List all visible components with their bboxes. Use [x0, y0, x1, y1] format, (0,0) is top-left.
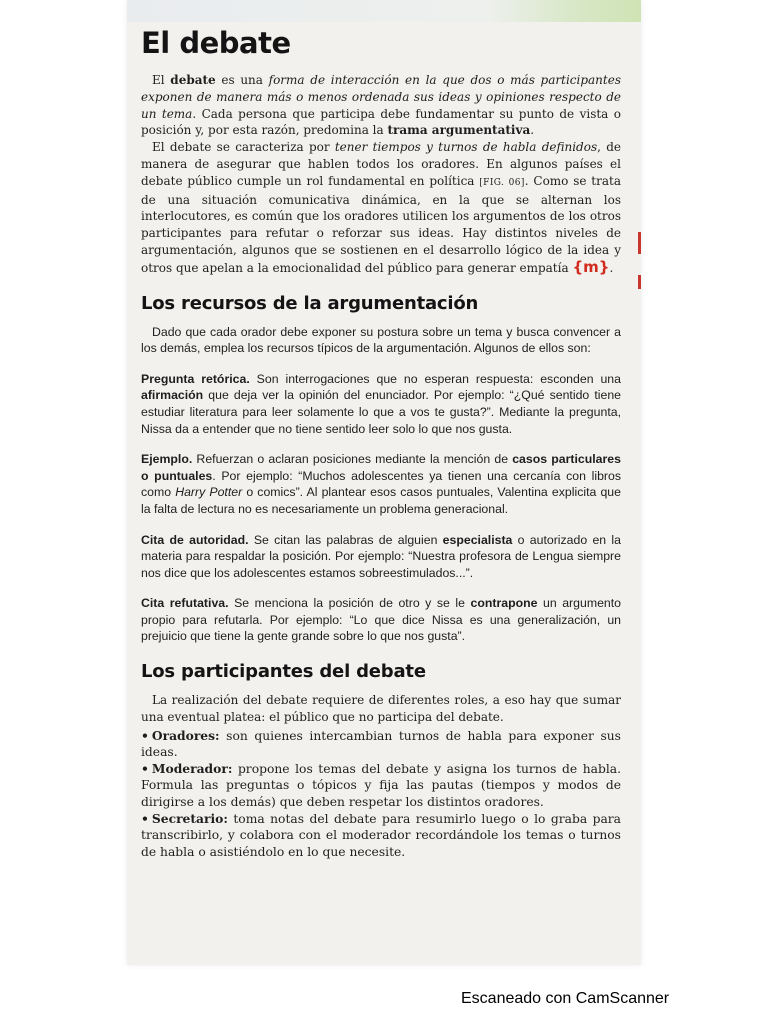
role-description: toma notas del debate para resumirlo luego o lo graba para transcribirlo, y colabora con el moderador recordándole los temas o turnos de habla o asistiéndolo en lo que necesite. — [141, 811, 621, 859]
text-run: que deja ver la opinión del enunciador. Por ejemplo: “¿Qué sentido tiene estudiar literatura para leer solamente lo que a vos te gusta?”. Mediante la pregunta, Nissa da a entender que no tiene sentido leer solo lo que nos gusta. — [141, 388, 621, 436]
resource-term: Cita refutativa. — [141, 596, 229, 611]
bold-term: contrapone — [470, 596, 538, 611]
italic-run: forma de interacción en la que dos o más participantes exponen de manera más o menos ordenada sus ideas y opiniones respecto de un tema — [141, 73, 621, 121]
page-top-band — [127, 0, 641, 22]
text-run: El — [152, 73, 171, 87]
text-run: es una — [215, 73, 269, 87]
list-item — [141, 761, 621, 811]
text-run: . — [530, 123, 535, 138]
resource-item-cita-autoridad — [141, 532, 621, 582]
text-run: o autorizado en la materia para respaldar la posición. Por ejemplo: “Nuestra profesora de Lengua siempre nos dice que los adolescentes estamos sobreestimulados...”. — [141, 532, 621, 580]
role-term: Secretario: — [151, 810, 228, 826]
text-run: Se citan las palabras de alguien — [248, 532, 443, 547]
list-item — [141, 728, 621, 761]
text-run: un argumento propio para refutarla. Por ejemplo: “Lo que dice Nissa es una generalización, un prejuicio que tiene la gente grande sobre lo que nos gusta”. — [141, 596, 621, 644]
bullet-icon: • — [141, 760, 149, 776]
text-run: , de manera de asegurar que hablen todos los oradores. En algunos países el debate público cumple un rol fundamental en política — [141, 140, 621, 188]
page-edge-tab — [638, 232, 641, 254]
roles-list — [141, 728, 621, 861]
section-heading-recursos: Los recursos de la argumentación — [141, 292, 479, 314]
intro-paragraph-2 — [141, 139, 621, 276]
italic-run: Harry Potter — [175, 485, 243, 500]
text-run: Son interrogaciones que no esperan respuesta: esconden una — [249, 371, 621, 386]
bold-term: casos particulares o puntuales — [141, 452, 621, 483]
resource-term: Ejemplo. — [141, 452, 193, 467]
resource-item-pregunta — [141, 371, 621, 437]
bullet-icon: • — [141, 810, 149, 826]
resource-term: Pregunta retórica. — [141, 371, 250, 386]
resource-term: Cita de autoridad. — [141, 532, 249, 547]
text-run: Se menciona la posición de otro y se le — [228, 596, 471, 611]
text-run: . Cada persona que participa debe fundamentar su punto de vista o posición y, por esta razón, predomina la — [141, 106, 621, 138]
resource-item-ejemplo — [141, 451, 621, 517]
bullet-icon: • — [141, 727, 149, 743]
section2-intro: La realización del debate requiere de diferentes roles, a eso hay que sumar una eventual platea: el público que no participa del debate. — [141, 693, 621, 724]
bold-term: afirmación — [141, 388, 204, 403]
page-edge-tab-lower — [638, 275, 641, 289]
role-term: Oradores: — [151, 727, 220, 743]
role-description: son quienes intercambian turnos de habla para exponer sus ideas. — [141, 728, 621, 760]
list-item — [141, 811, 621, 861]
text-run: o comics”. Al plantear esos casos puntuales, Valentina explicita que la falta de lectura no es necesariamente un problema generacional. — [141, 485, 621, 516]
text-run: . — [609, 260, 614, 275]
text-run: . Por ejemplo: “Muchos adolescentes ya tienen una cercanía con libros como — [141, 468, 621, 500]
role-description: propone los temas del debate y asigna los turnos de habla. Formula las preguntas o tópicos y fija las pautas (tiempos y modos de dirigirse a los demás) que deben respetar los distintos oradores. — [141, 761, 621, 810]
section1-intro: Dado que cada orador debe exponer su postura sobre un tema y busca convencer a los demás, emplea los recursos típicos de la argumentación. Algunos de ellos son: — [141, 324, 621, 356]
role-term: Moderador: — [151, 760, 233, 776]
bold-term: trama argumentativa — [387, 123, 531, 138]
section-heading-participantes: Los participantes del debate — [141, 661, 426, 683]
multimedia-badge-icon: {m} — [572, 257, 610, 276]
scanned-page — [127, 0, 641, 965]
italic-run: tener tiempos y turnos de habla definidos — [334, 140, 598, 155]
bold-term: especialista — [442, 532, 513, 547]
page-content — [141, 20, 621, 860]
scanner-watermark: Escaneado con CamScanner — [461, 990, 670, 1007]
page-title: El debate — [141, 26, 291, 60]
intro-paragraph-1 — [141, 72, 621, 139]
text-run: . Como se trata de una situación comunicativa dinámica, en la que se alternan los interlocutores, es común que los oradores utilicen los argumentos de los otros participantes para refutar o reforzar sus ideas. Hay distintos niveles de argumentación, algunos que se sostienen en el desarrollo lógico de la idea y otros que apelan a la emocionalidad del público para generar empatía — [141, 173, 621, 275]
text-run: El debate se caracteriza por — [152, 140, 335, 155]
bold-term: debate — [170, 73, 216, 87]
text-run: Refuerzan o aclaran posiciones mediante la mención de — [192, 452, 513, 467]
figure-reference: [FIG. 06] — [479, 177, 525, 188]
resource-item-cita-refutativa — [141, 595, 621, 645]
